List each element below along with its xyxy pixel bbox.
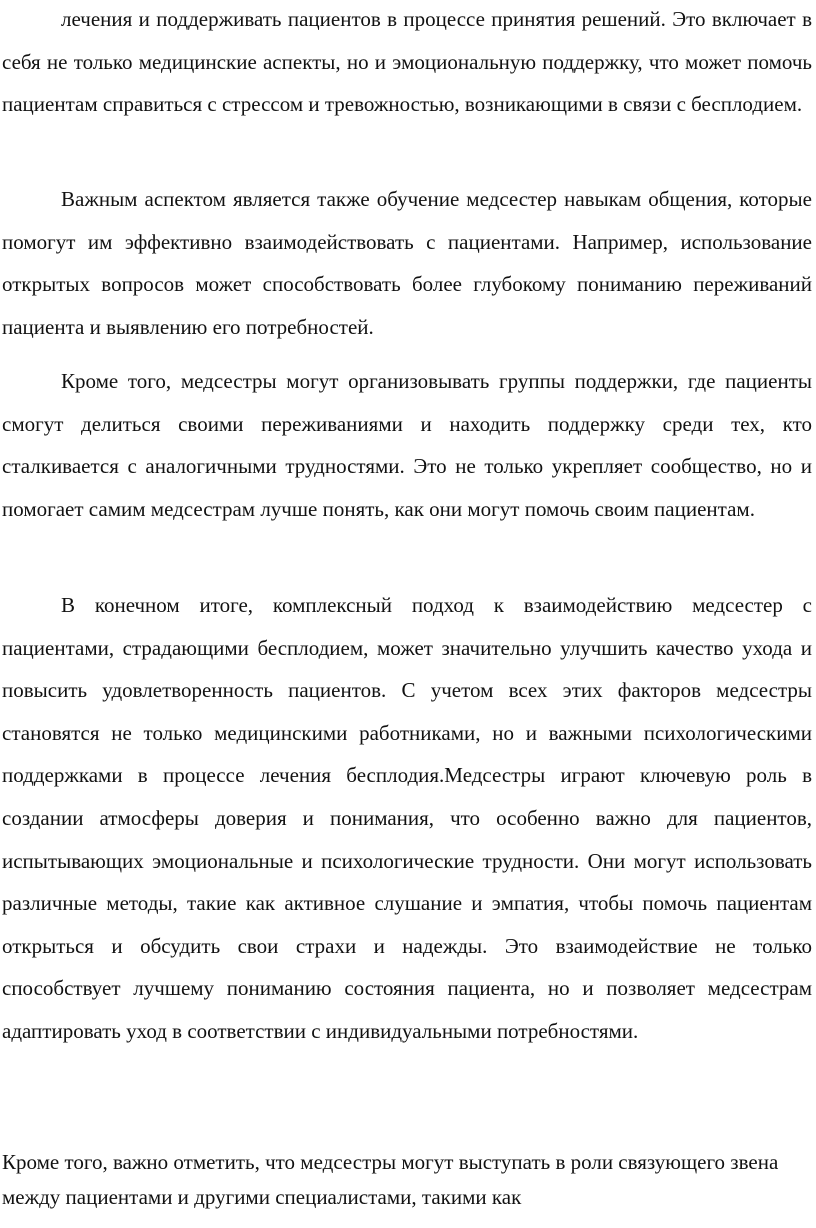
paragraph-4: В конечном итоге, комплексный подход к взаимодействию медсестер с пациентами, страдающими бесплодием, может значительно улучшить качество ухода и повысить удовлетворенность пациентов. С учетом всех этих факторов медсестры становятся не только медицинскими работниками, но и важными психологическими поддержками в процессе лечения бесплодия.Медсестры играют ключевую роль в создании атмосферы доверия и понимания, что особенно важно для пациентов, испытывающих эмоциональные и психологические трудности. Они могут использовать различные методы, такие как активное слушание и эмпатия, чтобы помочь пациентам открыться и обсудить свои страхи и надежды. Это взаимодействие не только способствует лучшему пониманию состояния пациента, но и позволяет медсестрам адаптировать уход в соответствии с индивидуальными потребностями. xyxy=(2,593,812,1043)
paragraph-3: Кроме того, медсестры могут организовывать группы поддержки, где пациенты смогут делиться своими переживаниями и находить поддержку среди тех, кто сталкивается с аналогичными трудностями. Это не только укрепляет сообщество, но и помогает самим медсестрам лучше понять, как они могут помочь своим пациентам. xyxy=(2,369,812,521)
paragraph-2: Важным аспектом является также обучение медсестер навыкам общения, которые помогут им эффективно взаимодействовать с пациентами. Например, использование открытых вопросов может способствовать более глубокому пониманию переживаний пациента и выявлению его потребностей. xyxy=(2,187,812,339)
paragraph-1: лечения и поддерживать пациентов в процессе принятия решений. Это включает в себя не только медицинские аспекты, но и эмоциональную поддержку, что может помочь пациентам справиться с стрессом и тревожностью, возникающими в связи с бесплодием. xyxy=(2,7,812,117)
paragraph-5: Кроме того, важно отметить, что медсестры могут выступать в роли связующего звена между пациентами и другими специалистами, такими как xyxy=(2,1150,779,1209)
